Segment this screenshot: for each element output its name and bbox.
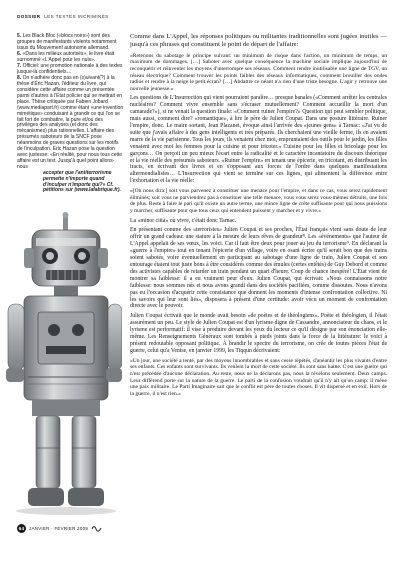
body-paragraph: La «minor città» où vivre, c'était donc Tarnac.	[130, 217, 237, 224]
issue-label: JANVIER · FÉVRIER 2009	[29, 525, 89, 531]
footnote: 8. On n'adhère donc pas en (s)uivant(?) à la thèse d'Éric Hazan, l'éditeur du livre, qui considère cette affaire comme un présentée parmi d'autres à l'État policier qui se mettrait en place. Thèse critiquée par Fabien Jobard (www.mediapart.fr) comme étant «une invention mimétique» conduisant à grandir ce qui l'on se fait fort de combattre, la pure et/ou des privilèges des analyses (et donc des mécanismes) plus rationnelles. L'affaire des présumés saboteurs de la SNCF pose néanmoins de graves questions sur les motifs de l'inculpation. Eric Hazan pose la question avec justesse: «En réalité, pour nous tous cette affaire est un test. Jusqu'à quel point allons-nous accepter que l'antiterrorisme permette n'importe quand d'inculper n'importe qui?» Cf. pétitions sur (www.lafabrique.fr).	[17, 75, 124, 194]
running-head-title: LES TEXTES INCRIMINÉS	[44, 14, 109, 19]
running-head-code: DOSSIER	[17, 14, 41, 19]
block-quote: «[On nous dira:] soit vous parvenez à constituer une menace pour l'empire, et dans ce cas, vous serez rapidement éliminés; soit vous ne parviendrez pas à constituer une telle menace, vous vous serez vous-mêmes détruits, une fois de plus. Reste à faire le pari qu'il existe un autre terme, une mince ligne de crête suffisante pour qui nous puissions y marcher, suffisante pour que tous ceux qui entendent puissent y marcher et y vivre.»	[130, 188, 387, 214]
article-body	[130, 33, 387, 400]
footnote: 5. Les Black Bloc («blocs noirs») sont des groupes de manifestants violents notamment issus du Mouvement autonome allemand.	[17, 33, 117, 51]
sidebar-notes	[17, 34, 125, 195]
footnote-italic: accepter que l'antiterrorisme permette n'importe quand d'inculper n'importe qui?» Cf. pétitions sur (www.lafabrique.fr).	[43, 169, 121, 194]
spiral-icon	[91, 525, 102, 532]
body-paragraph: En présentant comme des «terroristes» Julien Coupat et ses proches, l'État français vient sans doute de leur offrir un grand cadeau: une stature à la mesure de leurs rêves de grandeur⁸. Les «événements» que l'auteur de L'Appel appelait de ses vœux, les voici. Car il faut être deux pour jouer au jeu du terrorisme⁹. En déclarant la «guerre à l'empire» tout en tenant l'épicerie d'un village, voire en osant écrire qu'il serait bon que des trains soient sabotés, voire éventuellement en participant au sabotage d'une ligne de train, Julien Coupat et son entourage étaient tout juste bons à être considérés comme des émules (certes entêtés) de Guy Debord et comme des activistes capables de retarder un train pendant un quart d'heure. Coup de chance inespéré! L'État vient de montrer sa faiblesse: il a eu vraiment peur d'eux. Julien Coupat, qui écrivait: «Nous connaissons notre faiblesse: nous sommes nés et nous avons grandi dans des sociétés pacifiées, comme dissoutes. Nous n'avons pas eu l'occasion d'acquérir cette consistance que donnent les moments d'intense confrontation collective. Ni les savoirs qui leur sont liés», disposera à présent d'une certitude: avoir vécu un moment de confrontation directe avec le pouvoir.	[130, 227, 387, 310]
footnote: 6. «Dans les milieux autorisés», le livre était surnommé «L'Appel pour les nuls».	[17, 51, 115, 63]
robot-icon	[6, 212, 122, 517]
footnote: 7. Officiel: une promotion nationale à des textes jusque-là confidentiels…	[17, 63, 123, 76]
body-paragraph: Les questions de L'Insurrection qui vient pourraient paraître… presque banales («Comment arrêter les centrales nucléaires? Comment vivre ensemble sans s'écraser mutuellement? Comment accueillir la mort d'un camarade?»), si ne venait la question finale: «Comment ruiner l'empire?» Question qui peut sembler politique, mais aussi, comment dire? «romantique», à lire le père de Julien Coupat. Dans une posture littéraire. Ruiner l'empire, donc. Le maire sortant, Jean Plazanet, évoque ainsi l'arrivée des «jeunes gens» à Tarnac: «J'ai vu de suite que j'avais affaire à des gens intelligents et très préparés. Ils cherchaient une vieille ferme, ils en avaient marre de la vie parisienne. Tous les jours, ils venaient chez moi, empruntaient des outils pour le jardin, les filles venaient avec moi les femmes pour la cuisine et pour tricoter.» Cuisine pour les filles et bricolage pour les garçons… On perçoit un peu mieux l'écart entre la radicalité et le caractère incantatoire du discours théorique et la vie réelle des présumés saboteurs. «Ruiner l'empire» en tenant une épicerie, en tricotant, en distribuant les tracts, en écrivant des livres et en s'opposant aux forces de l'ordre dans quelques manifestations altermondialistes… L'Insurrection qui vient se termine sur ces lignes, qui alimentent la différence entre l'exhortation et la vie réelle:	[130, 95, 387, 185]
block-quote: «Retenons du sabotage le principe suivant: un minimum de risque dans l'action, un minimum de temps, un maximum de dommages. […] Saboter avec quelque conséquence la machine sociale implique aujourd'hui de reconquérir et réinventer les moyens d'interrompre ses réseaux. Comment rendre inutilisable une ligne de TGV, un réseau électrique? Comment trouver les points faibles des réseaux informatiques, comment brouiller des ondes radios et rendre à la neige le petit écran? […] Abdattre ce néant n'a rien d'une triste besogne. L'agir y retrouve une nouvelle jeunesse.»	[130, 52, 387, 92]
lead-paragraph: Comme dans L'Appel, les réponses politiques ou militantes traditionnelles sont jugées inutiles — jusqu'à ces phrases qui constituent le point de départ de l'affaire:	[130, 33, 387, 48]
running-head	[17, 14, 267, 19]
robot-illustration	[6, 212, 122, 517]
block-quote: «Un jour, une société a tenté, par des moyens innombrables et sans cesse répétés, d'anéantir les plus vivants d'entre ses enfants. Ces enfants sont survivants. Ils veulent la mort de cette société. Ils sont sans haine. C'est une guerre qui n'est précédée d'aucune déclaration. Au reste, nous ne la déclarons pas, nous la révélons seulement. Deux camps. Leur différend porte sur la nature de la guerre. Le parti de la confusion voudrait qu'il n'y ait qu'un camp: il mène une paix militaire. Le Parti Imaginaire sait que le conflit est père de toutes choses. Il vit dispersé et en exil. Hors de la guerre, il n'est rien.»	[130, 357, 387, 397]
page-footer	[17, 523, 217, 533]
body-paragraph: Julien Coupat écrivait que le monde avait besoin «de poètes et de théologiens». Poète et théologien, il l'était assurément un peu. Le style de Julien Coupat est d'un lyrisme digne de Cassandre, annonciateur du chaos, et le lyrisme est performatif: il vise à produire devant les yeux du lecteur ce qu'il désigne par son énonciation elle-même. Les Renseignements Généraux sont tombés à pieds joints dans la force de la littérature: le voici à présent redoutable opposant politique. À brandir le spectre du terrorisme, on crée de toutes pièces l'état de guerre, celui qu'a Venise, en janvier 1999, les Tiqqun décrivaient:	[130, 313, 387, 354]
page-number: 64	[18, 525, 25, 531]
